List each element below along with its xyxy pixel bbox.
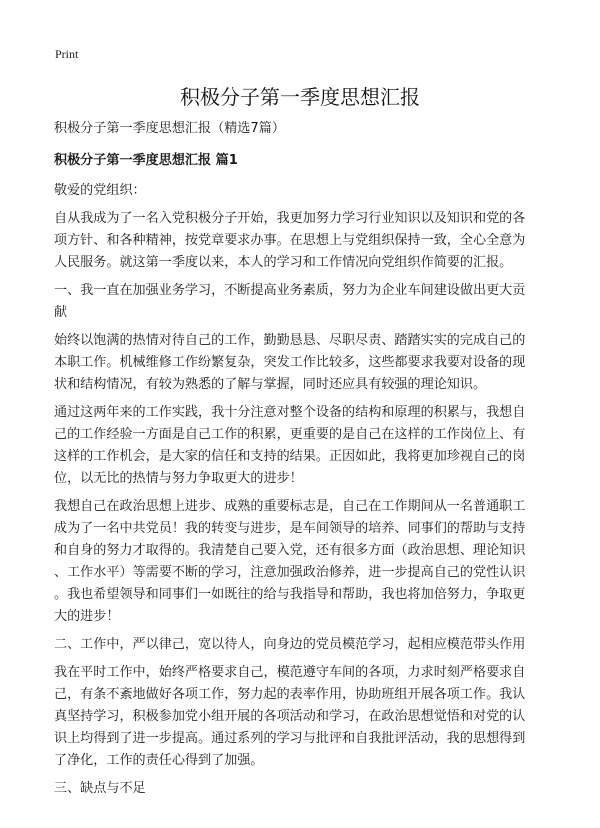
paragraph-line: 识上均得到了进一步提高。通过系列的学习与批评和自我批评活动，我的思想得到 [54,731,526,746]
paragraph-line: 己的工作经验一方面是自己工作的积累，更重要的是自己在这样的工作岗位上、有 [54,427,526,442]
paragraph [54,402,554,490]
paragraph-line: 一、我一直在加强业务学习，不断提高业务素质，努力为企业车间建设做出更大贡 [54,283,526,298]
paragraph-line: 我在平时工作中，始终严格要求自己，模范遵守车间的各项，力求时刻严格要求自 [54,665,526,680]
paragraph [54,634,554,656]
paragraph [54,496,554,628]
paragraph [54,330,554,396]
document-subtitle: 积极分子第一季度思想汇报（精选7篇） [54,121,285,136]
paragraph-line: 献 [54,305,68,320]
paragraph [54,280,554,324]
paragraph-line: 三、缺点与不足 [54,781,146,796]
paragraph-line: 、工作水平）等需要不断的学习，注意加强政治修养，进一步提高自己的党性认识 [54,565,526,580]
paragraph-line: 项方针、和各种精神，按党章要求办事。在思想上与党组织保持一致，全心全意为 [54,233,526,248]
paragraph [54,208,554,274]
paragraph-line: 通过这两年来的工作实践，我十分注意对整个设备的结构和原理的积累与，我想自 [54,405,526,420]
paragraphs [54,208,554,800]
page-title: 积极分子第一季度思想汇报 [180,85,420,109]
paragraph-line: 这样的工作机会，是大家的信任和支持的结果。正因如此，我将更加珍视自己的岗 [54,449,526,464]
paragraph-line: 本职工作。机械维修工作纷繁复杂，突发工作比较多，这些都要求我要对设备的现 [54,355,526,370]
paragraph-line: 和自身的努力才取得的。我清楚自己要入党，还有很多方面（政治思想、理论知识 [54,543,526,558]
paragraph-line: 成为了一名中共党员！我的转变与进步，是车间领导的培养、同事们的帮助与支持 [54,521,526,536]
paragraph-line: 状和结构情况，有较为熟悉的了解与掌握，同时还应具有较强的理论知识。 [54,377,487,392]
paragraph-line: 自从我成为了一名入党积极分子开始，我更加努力学习行业知识以及知识和党的各 [54,211,526,226]
paragraph-line: 。我也希望领导和同事们一如既往的给与我指导和帮助，我也将加倍努力，争取更 [54,587,526,602]
paragraph-line: 己，有条不紊地做好各项工作，努力起的表率作用，协助班组开展各项工作。我认 [54,687,526,702]
paragraph [54,778,554,800]
greeting: 敬爱的党组织： [54,183,146,198]
paragraph-line: 人民服务。就这第一季度以来，本人的学习和工作情况向党组织作简要的汇报。 [54,255,513,270]
paragraph-line: 位，以无比的热情与努力争取更大的进步！ [54,471,303,486]
paragraph-line: 二、工作中，严以律己，宽以待人，向身边的党员模范学习，起相应模范带头作用 [54,637,526,652]
document-body [54,118,554,806]
paragraph-line: 真坚持学习，积极参加党小组开展的各项活动和学习，在政治思想觉悟和对党的认 [54,709,526,724]
section-heading: 积极分子第一季度思想汇报 篇1 [54,153,238,168]
paragraph-line: 我想自己在政治思想上进步、成熟的重要标志是，自己在工作期间从一名普通职工 [54,499,526,514]
print-link[interactable]: Print [55,47,79,61]
paragraph-line: 了净化，工作的责任心得到了加强。 [54,753,264,768]
paragraph-line: 始终以饱满的热情对待自己的工作，勤勤恳恳、尽职尽责、踏踏实实的完成自己的 [54,333,526,348]
paragraph [54,662,554,772]
paragraph-line: 大的进步！ [54,609,120,624]
